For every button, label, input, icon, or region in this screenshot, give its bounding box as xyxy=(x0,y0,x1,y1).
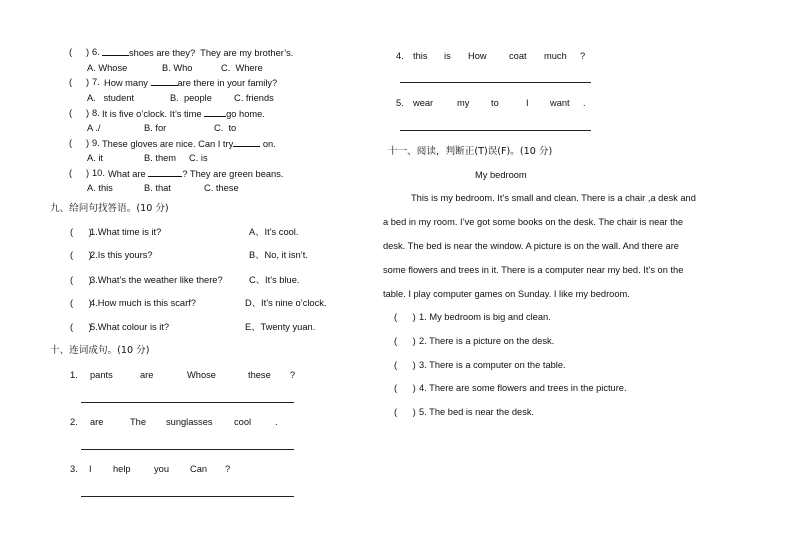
answer-line[interactable] xyxy=(81,496,294,497)
word-tile: wear xyxy=(413,98,434,108)
section-11-title: 十一、阅读，判断正(T)误(F)。(10 分) xyxy=(388,146,553,157)
option-a: A. Whose xyxy=(87,63,128,73)
word-tile: ? xyxy=(225,464,231,474)
match-question: 5.What colour is it? xyxy=(90,322,170,332)
word-tile: much xyxy=(544,51,567,61)
word-tile: this xyxy=(413,51,428,61)
section-9-title: 九、给问句找答语。(10 分) xyxy=(50,203,169,214)
question-stem: How many are there in your family? xyxy=(104,78,278,88)
answer-line[interactable] xyxy=(400,82,591,83)
word-tile: are xyxy=(140,370,154,380)
answer-line[interactable] xyxy=(81,449,294,450)
answer-paren-close: ) xyxy=(86,138,90,148)
option-c: C. is xyxy=(189,153,208,163)
question-number: 10. xyxy=(92,168,105,178)
tf-statement: 4. There are some flowers and trees in the picture. xyxy=(419,383,627,393)
answer-paren[interactable]: ( ) xyxy=(394,360,416,370)
answer-paren-open: ( xyxy=(69,168,73,178)
word-tile: pants xyxy=(90,370,113,380)
option-a: A. this xyxy=(87,183,113,193)
answer-line[interactable] xyxy=(81,402,294,403)
answer-paren[interactable]: ( ) xyxy=(70,227,92,237)
tf-statement: 1. My bedroom is big and clean. xyxy=(419,312,551,322)
answer-line[interactable] xyxy=(400,130,591,131)
answer-paren[interactable]: ( ) xyxy=(394,383,416,393)
question-number: 9. xyxy=(92,138,100,148)
word-tile: I xyxy=(526,98,529,108)
match-answer: C、It’s blue. xyxy=(249,275,300,285)
passage-line: table. I play computer games on Sunday. I like my bedroom. xyxy=(383,289,630,299)
option-c: C. friends xyxy=(234,93,274,103)
answer-paren[interactable]: ( ) xyxy=(70,298,92,308)
answer-blank[interactable] xyxy=(148,167,182,177)
match-answer: B、No, it isn’t. xyxy=(249,250,308,260)
answer-paren[interactable]: ( ) xyxy=(394,407,416,417)
answer-paren[interactable]: ( ) xyxy=(394,336,416,346)
word-tile: The xyxy=(130,417,147,427)
option-b: B. that xyxy=(144,183,171,193)
answer-paren[interactable]: ( ) xyxy=(70,322,92,332)
option-b: B. for xyxy=(144,123,167,133)
question-number: 6. xyxy=(92,47,100,57)
word-tile: I xyxy=(89,464,92,474)
word-tile: are xyxy=(90,417,104,427)
question-stem: It is five o’clock. It’s time go home. xyxy=(102,109,265,119)
option-a: A. student xyxy=(87,93,135,103)
passage-line: a bed in my room. I’ve got some books on the desk. The chair is near the xyxy=(383,217,684,227)
answer-paren-close: ) xyxy=(86,168,90,178)
item-number: 5. xyxy=(396,98,404,108)
option-b: B. them xyxy=(144,153,177,163)
passage-title: My bedroom xyxy=(475,170,527,180)
tf-statement: 3. There is a computer on the table. xyxy=(419,360,566,370)
word-tile: . xyxy=(275,417,278,427)
option-c: C. to xyxy=(214,123,237,133)
answer-paren[interactable]: ( ) xyxy=(70,250,92,260)
word-tile: Whose xyxy=(187,370,216,380)
item-number: 2. xyxy=(70,417,78,427)
word-tile: to xyxy=(491,98,499,108)
question-stem: These gloves are nice. Can I try on. xyxy=(102,139,276,149)
answer-paren[interactable]: ( ) xyxy=(70,275,92,285)
tf-statement: 2. There is a picture on the desk. xyxy=(419,336,555,346)
item-number: 3. xyxy=(70,464,78,474)
item-number: 4. xyxy=(396,51,404,61)
word-tile: want xyxy=(550,98,570,108)
answer-paren-open: ( xyxy=(69,138,73,148)
option-c: C. Where xyxy=(221,63,263,73)
answer-paren-open: ( xyxy=(69,108,73,118)
answer-paren-close: ) xyxy=(86,108,90,118)
word-tile: . xyxy=(583,98,586,108)
answer-blank[interactable] xyxy=(102,46,129,56)
word-tile: sunglasses xyxy=(166,417,213,427)
passage-line: some flowers and trees in it. There is a computer near my bed. It’s on the xyxy=(383,265,684,275)
answer-blank[interactable] xyxy=(151,76,178,86)
match-question: 4.How much is this scarf? xyxy=(90,298,196,308)
option-c: C. these xyxy=(204,183,239,193)
word-tile: my xyxy=(457,98,470,108)
passage-line: desk. The bed is near the window. A picture is on the wall. And there are xyxy=(383,241,679,251)
word-tile: ? xyxy=(290,370,296,380)
answer-blank[interactable] xyxy=(204,107,226,117)
match-question: 1.What time is it? xyxy=(90,227,162,237)
question-number: 7. xyxy=(92,77,100,87)
word-tile: How xyxy=(468,51,487,61)
answer-paren-close: ) xyxy=(86,77,90,87)
match-answer: D、It’s nine o’clock. xyxy=(245,298,327,308)
option-a: A. it xyxy=(87,153,104,163)
tf-statement: 5. The bed is near the desk. xyxy=(419,407,535,417)
answer-paren-close: ) xyxy=(86,47,90,57)
answer-paren-open: ( xyxy=(69,47,73,57)
option-b: B. people xyxy=(170,93,212,103)
match-answer: E、Twenty yuan. xyxy=(245,322,316,332)
match-question: 2.Is this yours? xyxy=(90,250,153,260)
passage-line: This is my bedroom. It’s small and clean. There is a chair ,a desk and xyxy=(411,193,696,203)
word-tile: these xyxy=(248,370,271,380)
word-tile: help xyxy=(113,464,131,474)
question-stem: What are ? They are green beans. xyxy=(108,169,284,179)
word-tile: you xyxy=(154,464,169,474)
question-number: 8. xyxy=(92,108,100,118)
answer-blank[interactable] xyxy=(233,137,260,147)
answer-paren-open: ( xyxy=(69,77,73,87)
word-tile: coat xyxy=(509,51,527,61)
word-tile: ? xyxy=(580,51,586,61)
item-number: 1. xyxy=(70,370,78,380)
match-question: 3.What’s the weather like there? xyxy=(90,275,223,285)
option-b: B. Who xyxy=(162,63,193,73)
question-stem: shoes are they? They are my brother’s. xyxy=(102,46,293,59)
word-tile: is xyxy=(444,51,451,61)
word-tile: Can xyxy=(190,464,208,474)
section-10-title: 十、连词成句。(10 分) xyxy=(50,345,150,356)
word-tile: cool xyxy=(234,417,252,427)
match-answer: A、It’s cool. xyxy=(249,227,299,237)
answer-paren[interactable]: ( ) xyxy=(394,312,416,322)
option-a: A ./ xyxy=(87,123,101,133)
